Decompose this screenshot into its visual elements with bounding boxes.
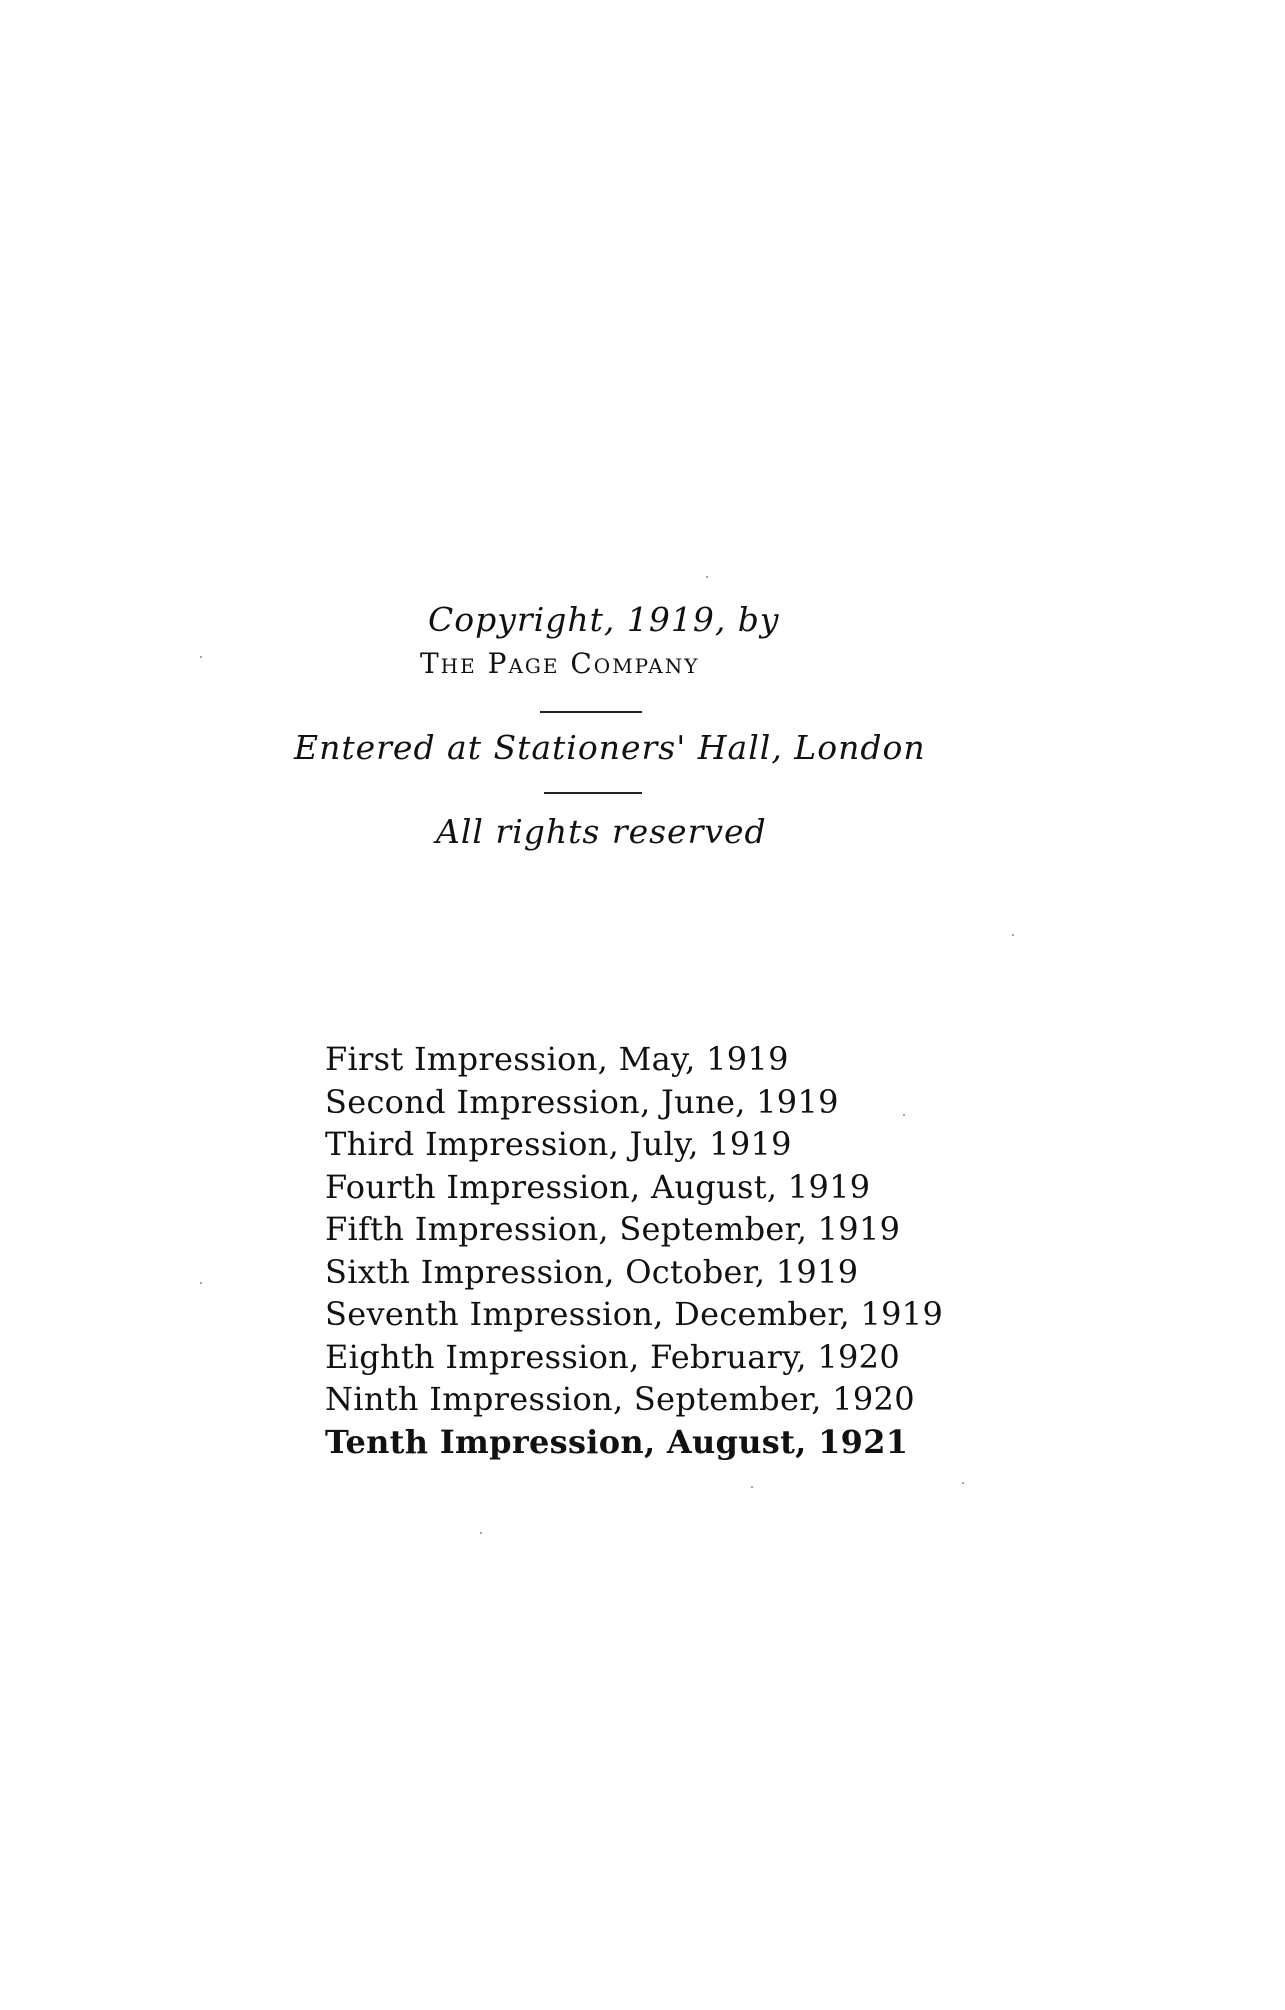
scan-speck: [751, 1486, 753, 1488]
rights-notice: All rights reserved: [436, 812, 767, 851]
divider-rule-2: [544, 792, 642, 794]
scan-speck: [200, 656, 202, 658]
impression-item: Fifth Impression, September, 1919: [325, 1210, 901, 1248]
scan-speck: [962, 1482, 964, 1484]
impression-item: First Impression, May, 1919: [325, 1040, 789, 1078]
impression-item: Second Impression, June, 1919: [325, 1082, 839, 1121]
impression-list: [325, 1038, 943, 1463]
scan-speck: [1012, 934, 1014, 936]
divider-rule-1: [540, 711, 642, 713]
scan-speck: [480, 1532, 482, 1534]
publisher-name: The Page Company: [420, 647, 700, 680]
impression-item: Third Impression, July, 1919: [325, 1125, 792, 1163]
impression-item: Tenth Impression, August, 1921: [325, 1422, 909, 1461]
impression-item: Eighth Impression, February, 1920: [325, 1337, 900, 1376]
entered-notice: Entered at Stationers' Hall, London: [294, 728, 926, 767]
impression-item: Ninth Impression, September, 1920: [325, 1380, 915, 1418]
impression-item: Fourth Impression, August, 1919: [325, 1167, 871, 1206]
impression-item: Seventh Impression, December, 1919: [325, 1295, 944, 1333]
scan-speck: [903, 1114, 905, 1116]
scan-speck: [706, 576, 708, 578]
copyright-line: Copyright, 1919, by: [428, 600, 780, 639]
impression-item: Sixth Impression, October, 1919: [325, 1252, 859, 1291]
scan-speck: [200, 1282, 202, 1284]
